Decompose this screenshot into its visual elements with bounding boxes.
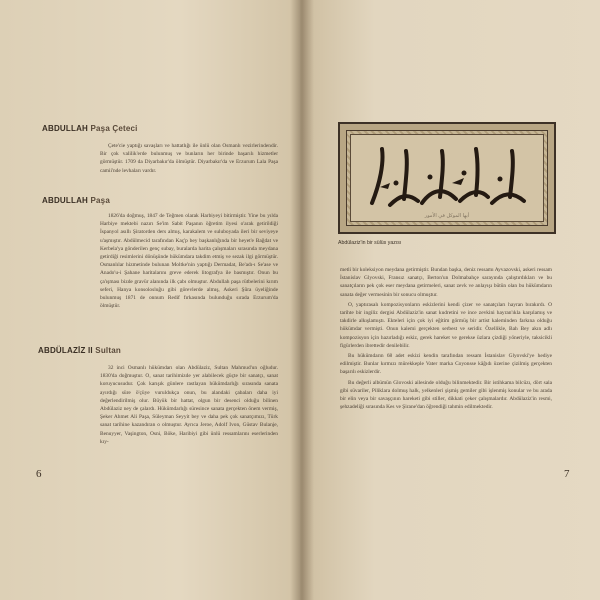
entry-subtitle: Paşa Çeteci: [90, 124, 138, 133]
calligraphy-panel: [350, 134, 544, 222]
entry-body: [100, 142, 278, 177]
right-paragraph-4: Bu değerli albümün Glovoski ailesinde olduğu bilinmektedir. Bir istihkama bilcüzı, dört sala gibi süvariler, Piliklara dolmuş halk, yelkenleri şişmiş gemiler gibi işlenmiş konular ve bu arada bir elin veya bir savaşçının hareketi gibi stiller, dikkati çeker çalışmalardır. Abdülaziz'in resmi, şehzadeliği sırasında Kes ve Şirane'dan öğrendiği tahmin edilmektedir.: [340, 379, 552, 411]
entry-name: ABDULLAH: [42, 196, 89, 205]
entry-name: ABDULLAH: [42, 124, 89, 133]
right-paragraph-3: Bu hükümdarın 68 adet eskizi kendin tarafından ressam İstanislav Glyovski'ye hediye edilmiştir. Bunlar kırmızı mürekkeple Vater marka Coyonsse kâğıdı üzerine çizilmiş gerçekten başarılı eskizlerdir.: [340, 353, 552, 376]
plate-caption: Abdülaziz'in bir sülüs yazısı: [338, 240, 402, 246]
book-gutter-shadow: [290, 0, 314, 600]
entry-subtitle: Paşa: [90, 196, 110, 205]
right-page-body: [340, 266, 552, 413]
entry-paragraph: 32 inci Osmanlı hükümdarı olan Abdülaziz, Sultan Mahmud'un oğludur. 1830'da doğmuştur. O, sanat tarihimizde yer alabilecek güçte bir sanatçı, sanat koruyucusudur. Çok karışık günlere rastlayan hükümdarlığı sırasında sanata ayırdığı süre ö'çüye vuruldukça onun, bu alandaki çabaları daha iyi değerlendirilmiş olur. Büyük bir hattat, olgun bir desenci olduğu bilinen Abdülaziz ney de çalardı. Hükümdarlığı süresince sanata gerçekten önem vermiş, Şeker Ahmet Ali Paşa, Süleyman Seyyit bey ve daha pek çok sanatçımızı, Türk sanat tarihine kazandıran o olmuştur. Ayrıca Jeroe, Adolf Ivon, Güstav Bulanje, Benuyyer, Vaşington, Osni, Böke, Haribiyi gibi ünlü ressamlarını eserlerinden kıy-: [100, 365, 278, 445]
entry-title-abdullah-pasa: [42, 196, 110, 205]
entry-body: [100, 364, 278, 448]
entry-subtitle: Sultan: [95, 346, 121, 355]
entry-title-abdullah-pasa-ceteci: [42, 124, 138, 133]
entry-paragraph: Çete'cie yaptığı savaşları ve hattatlığı ile ünlü olan Osmanlı vezirlerindendir. Bir çok valilik'erde bulunmuş ve bunların her birinde başarılı hizmetler görmüştür. 1709 da Diyarbakır'da ölmüştür. Diyarbakır'da ve Erzurum Lala Paşa camii'nde levhaları vardır.: [100, 143, 278, 174]
page-number-right: 7: [564, 468, 570, 480]
entry-body: [100, 212, 278, 312]
entry-name: ABDÜLAZİZ II: [38, 346, 93, 355]
entry-paragraph: 1826'da doğmuş, 1847 de Teğmen olarak Harbiyeyi bitirmiştir. Yine bu yılda Harbiye mektebi nazırı Se'im Sabit Paşanın öğretim ilyesi o'arak getirildiği İspanyol asıllı Şiratorden ders almış, karakalem ve suluboyada ileri bir seviyeye u'aşmıştır. Abdülmecid tarafından Kaç'p bey başkanlığında bir heyet'e Bağdat ve Kerbela'ya gönderilen genç subay, buralarda harita çalışmaları sırasında meydana getirdiği resimlerini dönüşünde hükümdara takdim etmiş ve sezak ilgi görmüştür. Osmanlılar hizmetinde bulunan Moltke'nin yaptığı Dermadat, Be'adı-ı Se'ase ve Anado'u-i Şahane haritalarını greve ederek litografya ile basmıştır. Onun bu ça'ışması bizde gravür alanında ilk çabı olmuştur. Abdullah paşa rütbelerini kırım seferi, Hanya konsolosluğu gibi görevlerde almış, Askeri Şûra üyeliğinde bulunmuş 1871 de onnum Redif fırkasında bulunduğu sırada Erzurum'da ölmüştür.: [100, 213, 278, 310]
right-paragraph-1: metli bir koleksiyon meydana getirmiştir. Bundan başka, deniz ressamı Ayvazovski, askeri ressam İstanislav Glyovski, Fransız sanatçı, Berton'un Dolmabahçe sarayında çalıştırdıkları ve bu sanatçıların pek çok eser meydana getirmeleri, sanat zevk ve anlayışı bütün olan bu hükümdarın sanata değer vermesinin bir sonucu olmuştur.: [340, 267, 552, 298]
calligraphy-plate: [338, 122, 556, 234]
entry-title-abdulaziz-ii: [38, 346, 121, 355]
right-paragraph-2: O, yaptırasalı kompozisyonların eskizlerini kendi çizer ve sanatçıları hayran bırakırdı. O tarihte bir ingiliz dergisi Abdülaziz'in sanat kudretini ve ince zevkini hayran'ıkla karşılamış ve takdirle alkışlamıştı. Ekteleri için çok iyi eğitim görmüş bir artist kaleminden farkına olduğu hükümdar vermişti. Onun kalemi gerçekten serbest ve seridir. Özellikle, Bah Bey akın adlı kompozisyon için hazırladığı eskiz, gerek hareket ve gerekse üzlara çizdiği yöneriyle, taksicikli figürlerden ibrettedir denilebilir.: [340, 301, 552, 349]
calligraphy-text: أيها الموكل في الأمور: [424, 213, 470, 219]
thuluth-calligraphy-image: [360, 143, 538, 215]
page-number-left: 6: [36, 468, 42, 480]
